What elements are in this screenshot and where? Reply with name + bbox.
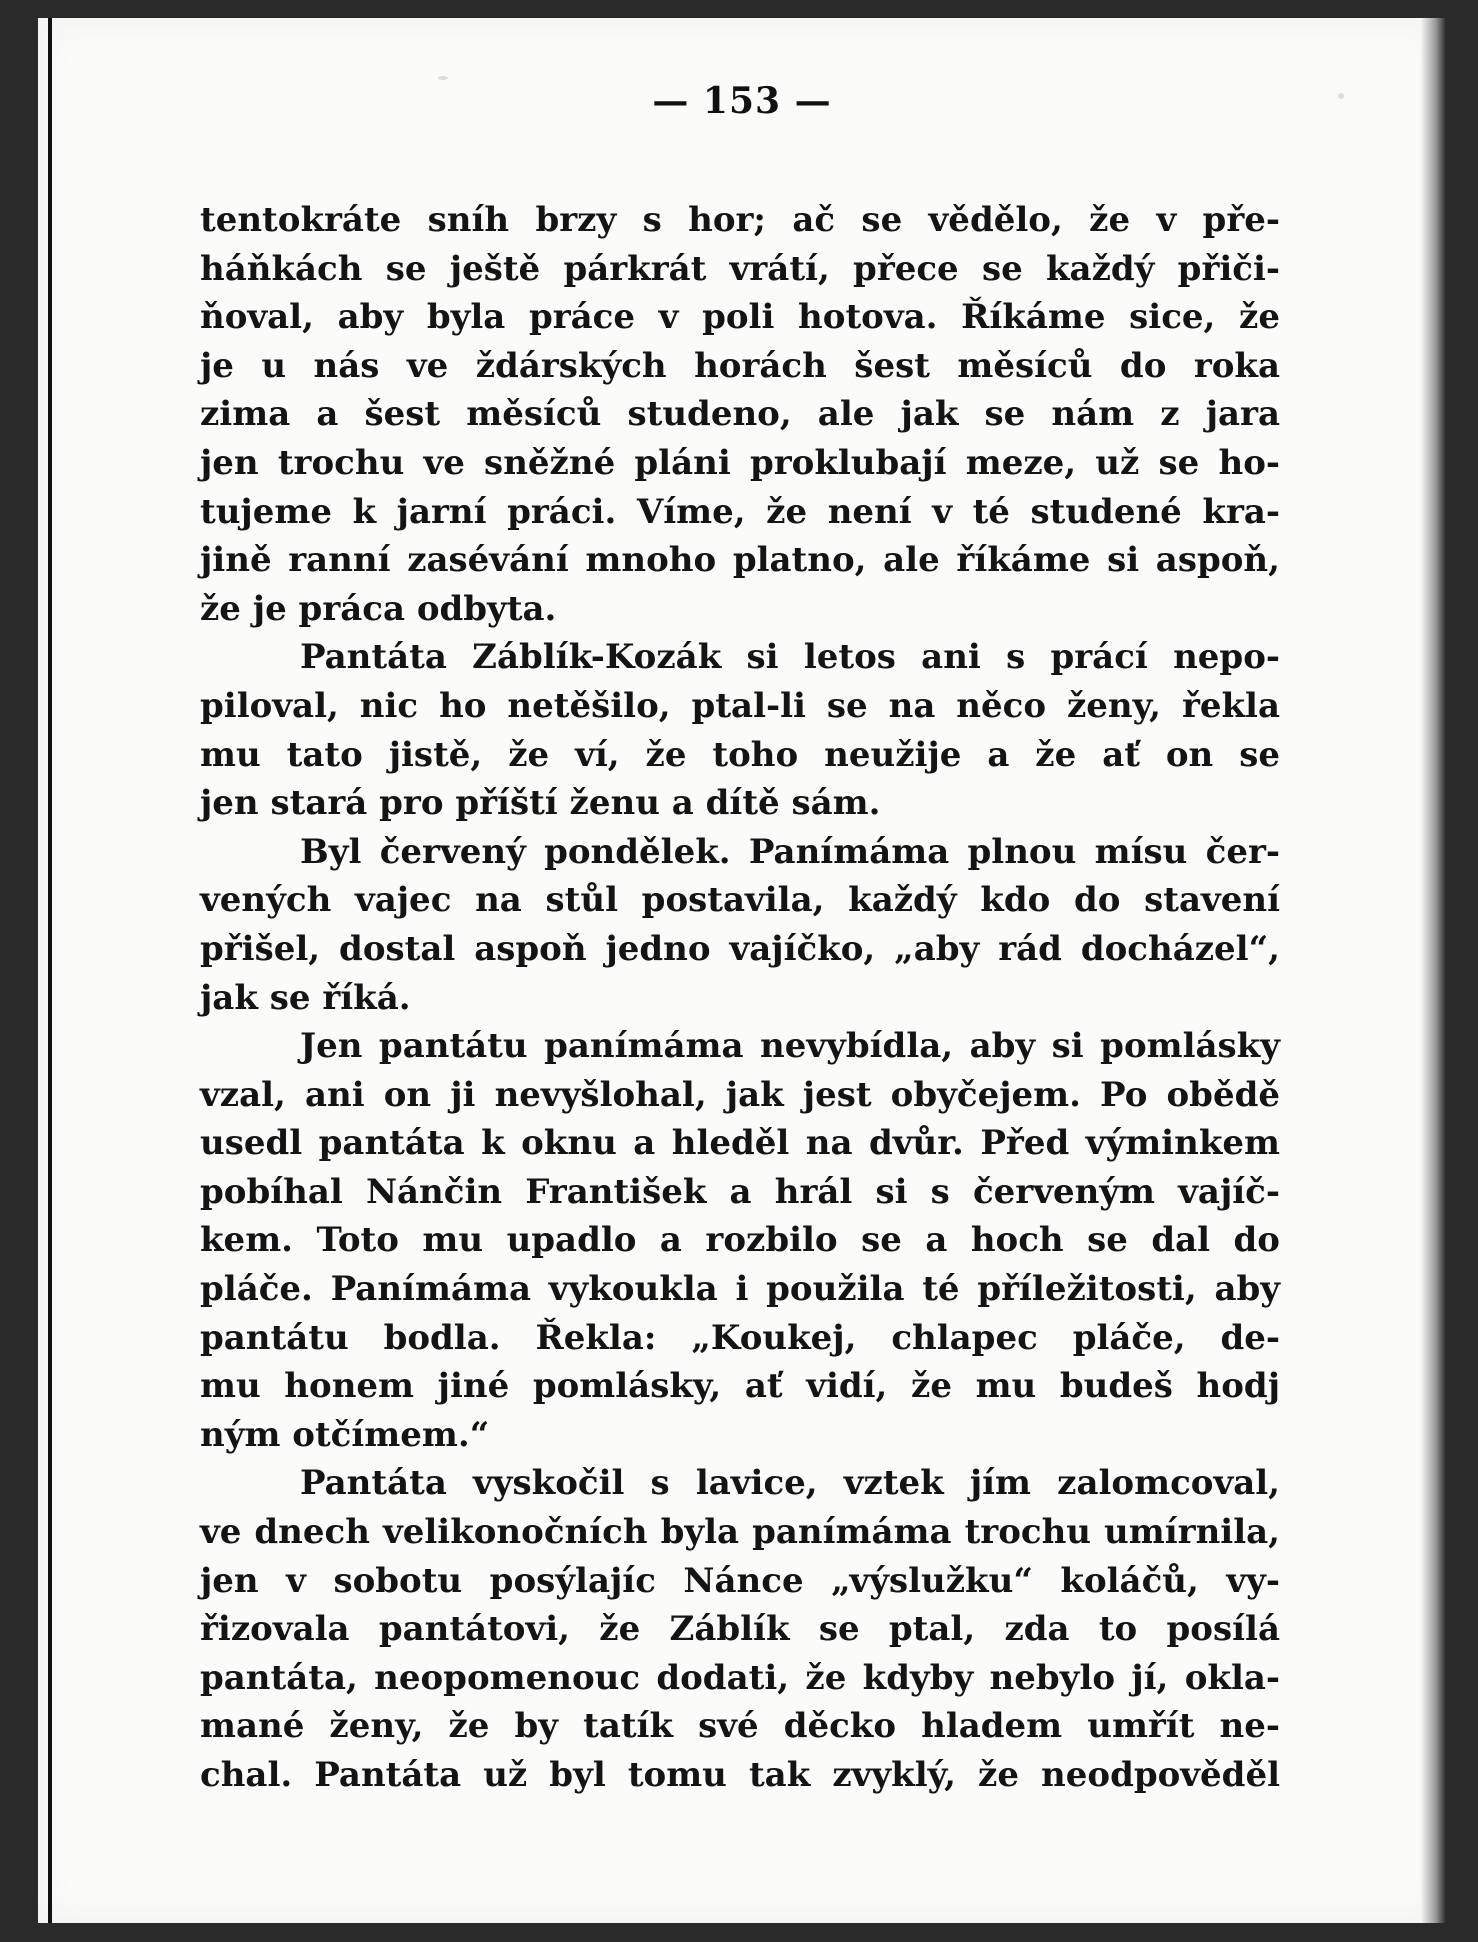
text-line: jen trochu ve sněžné pláni proklubají meze, už se ho- xyxy=(200,442,1280,483)
text-line: tentokráte sníh brzy s hor; ač se vědělo, že v pře- xyxy=(200,200,1280,240)
text-line: je u nás ve ždárských horách šest měsíců do roka xyxy=(200,345,1280,386)
text-line: ňoval, aby byla práce v poli hotova. Říkáme sice, že xyxy=(200,297,1280,338)
text-line: řizovala pantátovi, že Záblík se ptal, zda to posílá xyxy=(200,1609,1280,1650)
text-line: chal. Pantáta už byl tomu tak zvyklý, že neodpověděl xyxy=(200,1755,1280,1795)
text-line: kem. Toto mu upadlo a rozbilo se a hoch se dal do xyxy=(200,1220,1280,1261)
text-line: jen stará pro příští ženu a dítě sám. xyxy=(200,783,881,824)
page-gutter-shadow xyxy=(1420,18,1446,1923)
text-line: ve dnech velikonočních byla panímáma trochu umírnila, xyxy=(200,1512,1280,1553)
text-line: jen v sobotu posýlajíc Nánce „výslužku“ koláčů, vy- xyxy=(200,1560,1280,1601)
text-line: Pantáta vyskočil s lavice, vztek jím zalomcoval, xyxy=(300,1463,1280,1504)
text-line: mu tato jistě, že ví, že toho neužije a že ať on se xyxy=(200,734,1280,775)
text-line: mané ženy, že by tatík své děcko hladem umřít ne- xyxy=(200,1706,1280,1747)
text-line: Pantáta Záblík-Kozák si letos ani s prácí nepo- xyxy=(300,637,1280,678)
text-line: ným otčímem.“ xyxy=(200,1414,490,1455)
book-page xyxy=(38,18,1446,1923)
text-line: jak se říká. xyxy=(200,977,411,1018)
text-line: že je práca odbyta. xyxy=(200,588,557,629)
text-line: tujeme k jarní práci. Víme, že není v té studené kra- xyxy=(200,491,1280,532)
text-line: mu honem jiné pomlásky, ať vidí, že mu budeš hodj xyxy=(200,1366,1280,1407)
text-line: přišel, dostal aspoň jedno vajíčko, „aby rád docházel“, xyxy=(200,928,1280,969)
page-number: — 153 — xyxy=(652,80,832,122)
text-line: Jen pantátu panímáma nevybídla, aby si pomlásky xyxy=(300,1026,1280,1067)
text-line: pobíhal Nánčin František a hrál si s červeným vajíč- xyxy=(200,1171,1280,1212)
text-line: háňkách se ještě párkrát vrátí, přece se každý přiči- xyxy=(200,248,1280,289)
text-line: pantátu bodla. Řekla: „Koukej, chlapec pláče, de- xyxy=(200,1317,1280,1358)
body-text xyxy=(200,196,1280,1800)
text-line: pláče. Panímáma vykoukla i použila té příležitosti, aby xyxy=(200,1269,1280,1310)
text-line: jině ranní zasévání mnoho platno, ale říkáme si aspoň, xyxy=(200,540,1280,581)
page-edge-rule xyxy=(48,18,52,1923)
text-line: piloval, nic ho netěšilo, ptal-li se na něco ženy, řekla xyxy=(200,685,1280,726)
text-line: Byl červený pondělek. Panímáma plnou mísu čer- xyxy=(300,831,1280,872)
text-line: zima a šest měsíců studeno, ale jak se nám z jara xyxy=(200,394,1280,435)
text-line: pantáta, neopomenouc dodati, že kdyby nebylo jí, okla- xyxy=(200,1657,1280,1698)
text-line: vených vajec na stůl postavila, každý kdo do stavení xyxy=(200,880,1280,921)
text-line: vzal, ani on ji nevyšlohal, jak jest obyčejem. Po obědě xyxy=(200,1074,1280,1115)
text-line: usedl pantáta k oknu a hleděl na dvůr. Před výminkem xyxy=(200,1123,1280,1164)
